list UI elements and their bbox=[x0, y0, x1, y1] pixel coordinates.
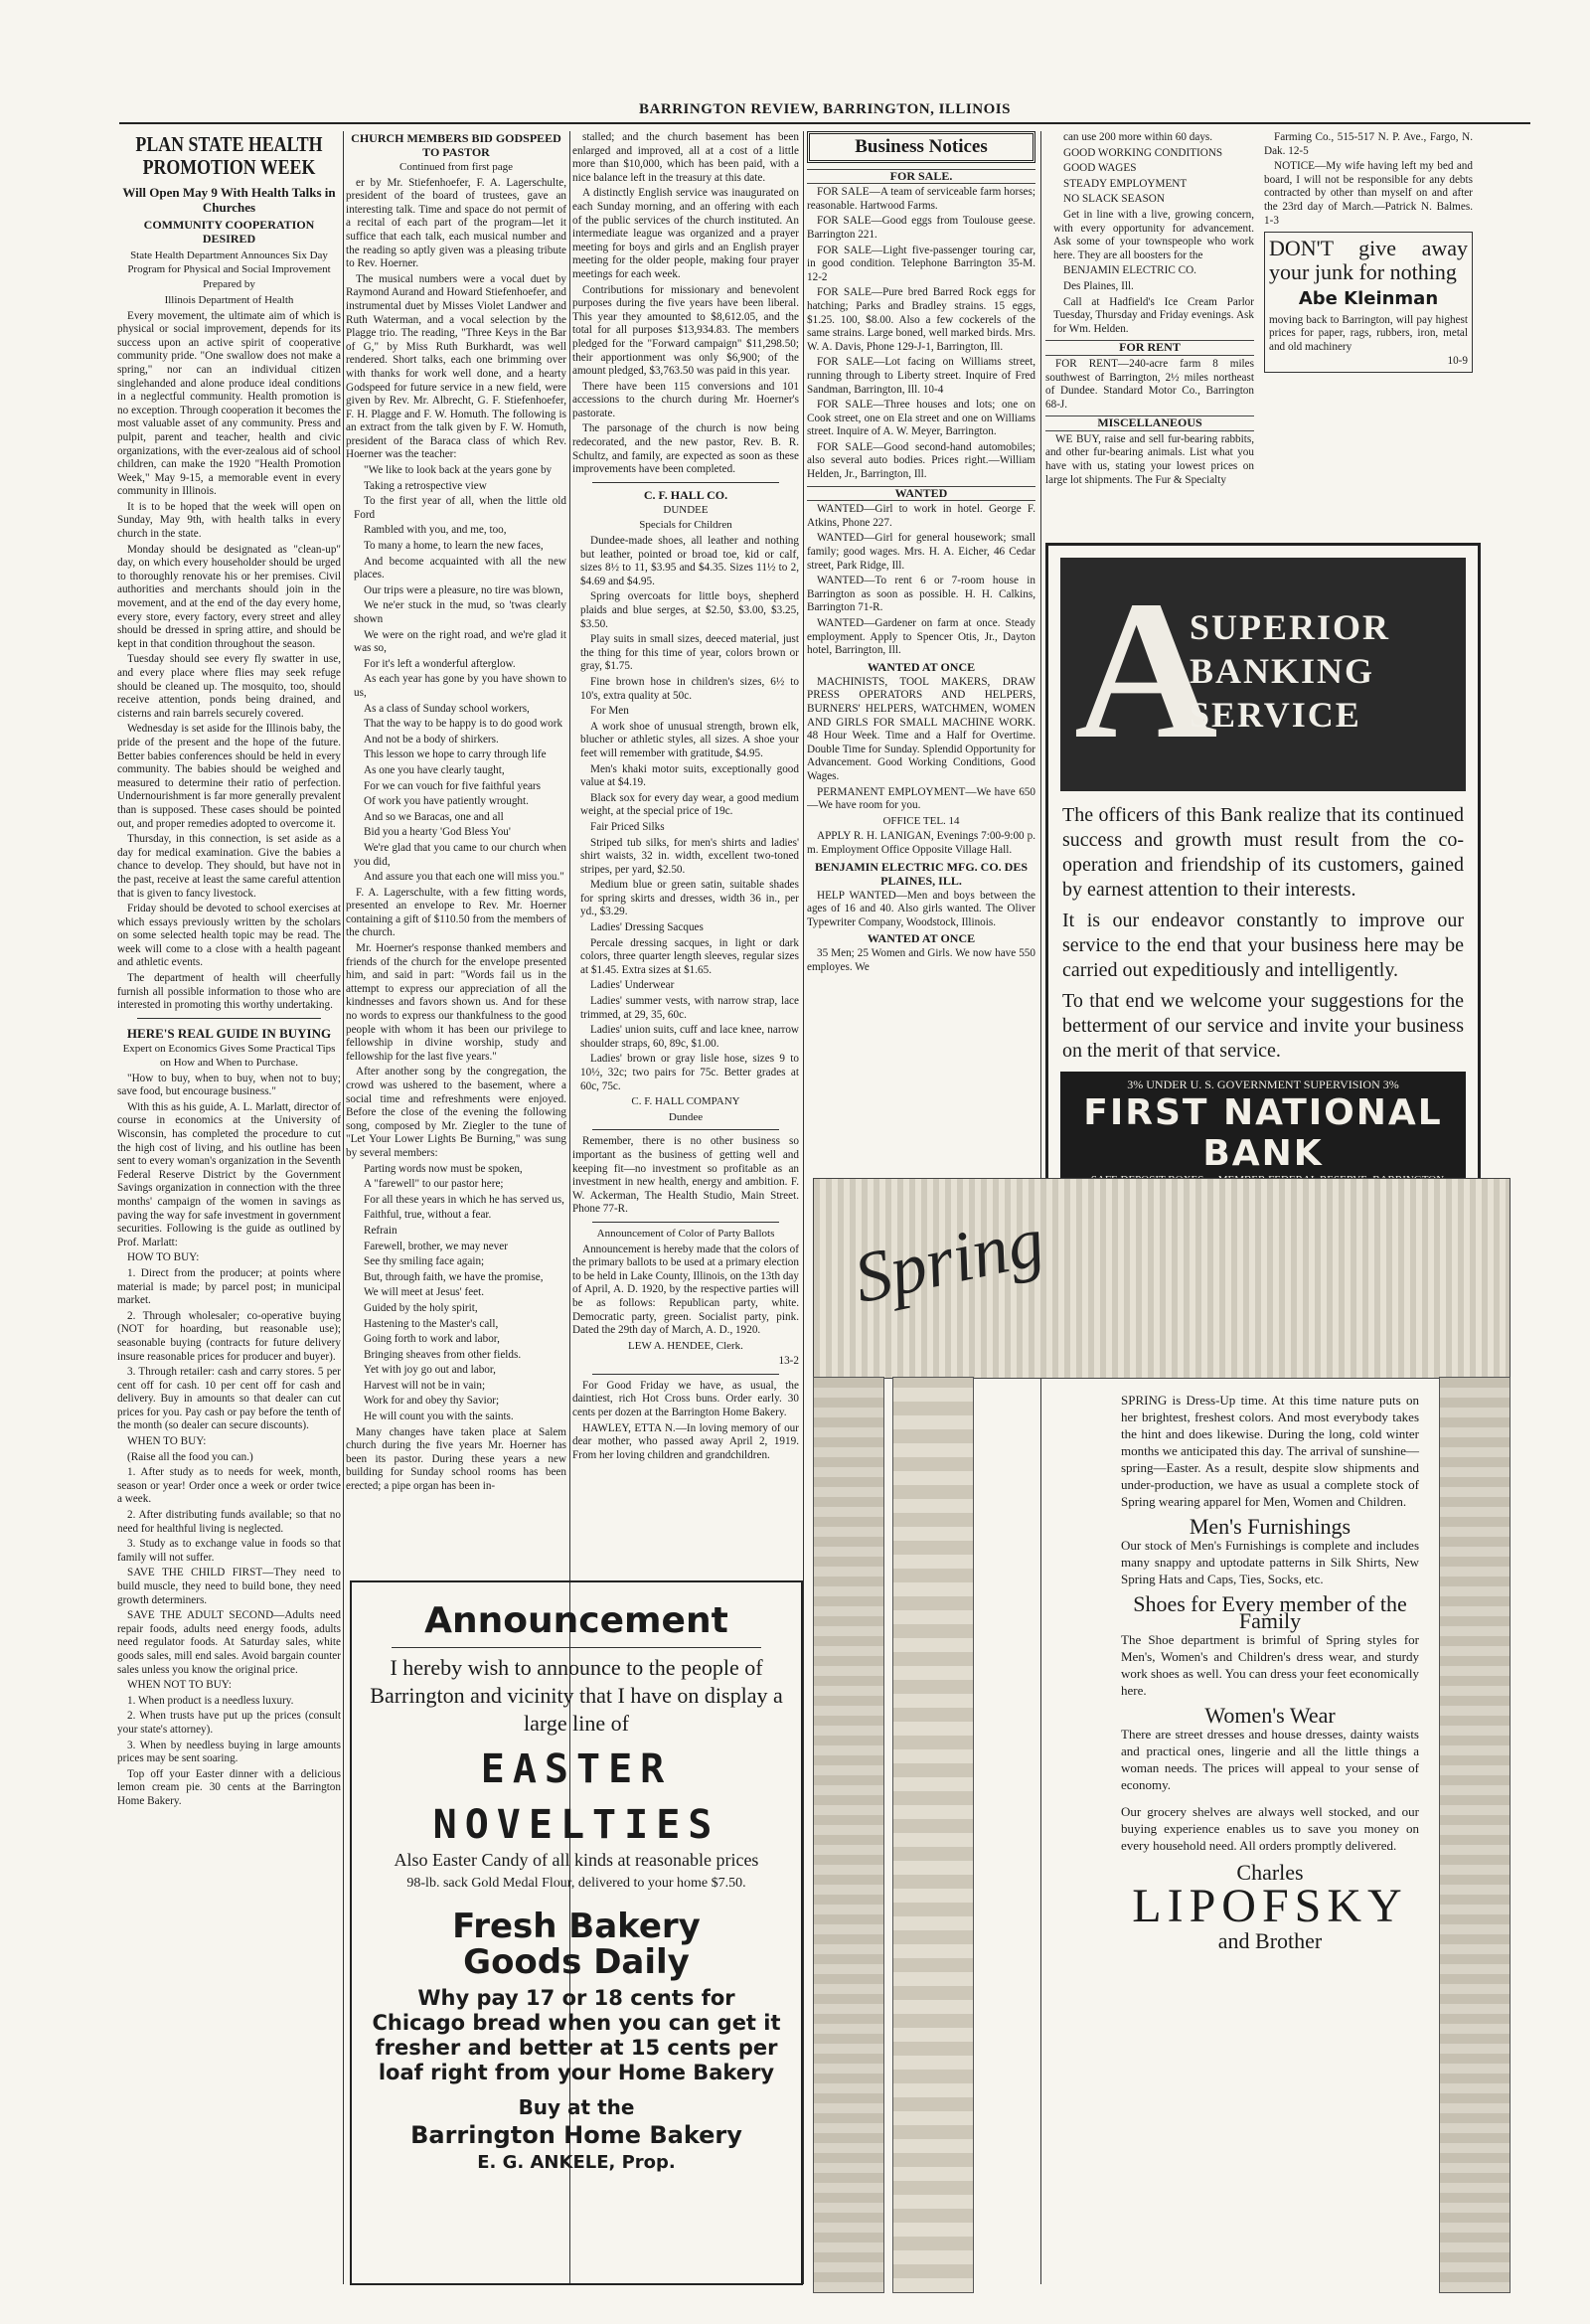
ad-text: 98-lb. sack Gold Medal Flour, delivered to your home $7.50. bbox=[406, 1876, 746, 1891]
poem-line: We're glad that you came to our church when you did, bbox=[354, 841, 566, 868]
paragraph: Tuesday should see every fly swatter in use, and every place where flies may seek refuge should be cleaned up. The mosquito, too, should receive attention, ponds being drained, and cisterns and rain barrels securely covered. bbox=[117, 653, 341, 720]
byline: Prepared by bbox=[203, 278, 255, 291]
byline: Illinois Department of Health bbox=[164, 293, 294, 306]
ad-signature: C. F. HALL COMPANY bbox=[631, 1095, 740, 1108]
paragraph: The parsonage of the church is now being redecorated, and the new pastor, Rev. B. R. Schultz, and family, are expected as soon as these improvements have been completed. bbox=[572, 422, 799, 476]
signature: LIPOFSKY bbox=[1132, 1880, 1408, 1932]
section-label: WANTED bbox=[807, 486, 1035, 502]
classified-line: NO SLACK SEASON bbox=[1063, 193, 1165, 206]
spring-banner bbox=[813, 1178, 1510, 1379]
deck: Will Open May 9 With Health Talks in Churches bbox=[122, 185, 336, 215]
decorative-border bbox=[813, 1377, 884, 2293]
advertiser-name: Abe Kleinman bbox=[1298, 288, 1439, 310]
deck: Expert on Economics Gives Some Practical Tips on How and When to Purchase. bbox=[122, 1043, 336, 1070]
bakery-heading: Fresh Bakery bbox=[452, 1907, 701, 1946]
paragraph: 1. When product is a needless luxury. bbox=[127, 1694, 294, 1707]
poem-line: Rambled with you, and me, too, bbox=[364, 524, 507, 537]
classified-line: GOOD WAGES bbox=[1063, 162, 1137, 175]
classified-item: FOR SALE—Light five-passenger touring car, in good condition. Telephone Barrington 35-M. 12-2 bbox=[807, 244, 1035, 283]
ad-text: Buy at the bbox=[518, 2095, 635, 2119]
proprietor: E. G. ANKELE, Prop. bbox=[477, 2152, 676, 2173]
section-label: FOR SALE. bbox=[807, 169, 1035, 185]
classified-item: MACHINISTS, TOOL MAKERS, DRAW PRESS OPERATORS AND HELPERS, BURNERS' HELPERS, WATCHMEN, WOMEN AND GIRLS FOR SMALL MACHINE WORK. 48 Hour Week. Time and a Half for Overtime. Double Time for Sunday. Splendid Opportunity for Advancement. Good Working Conditions, Good Wages. bbox=[807, 675, 1035, 782]
paragraph: 1. After study as to needs for week, month, season or year! Order once a week or order twice a week. bbox=[117, 1466, 341, 1506]
company-name: BENJAMIN ELECTRIC MFG. CO. DES PLAINES, ILL. bbox=[814, 859, 1029, 888]
classified-item: WANTED—Girl for general housework; small family; good wages. Mrs. H. A. Eicher, 46 Cedar street, Park Ridge, Ill. bbox=[807, 532, 1035, 572]
ad-line: Medium blue or green satin, suitable shades for spring skirts and dresses, width 36 in., per yd., $3.29. bbox=[580, 879, 799, 918]
hymn-line: A "farewell" to our pastor here; bbox=[364, 1178, 504, 1191]
paragraph: The Shoe department is brimful of Spring styles for Men's, Women's and Children's dress wear, and sturdy work shoes as well. You can dress your feet economically here. bbox=[1121, 1632, 1420, 1698]
section-label: MISCELLANEOUS bbox=[1045, 415, 1254, 431]
poem-line: For it's left a wonderful afterglow. bbox=[364, 657, 516, 670]
classified-item: FOR RENT—240-acre farm 8 miles southwest of Barrington, 2½ miles northeast of Dundee. Standard Motor Co., Barrington 68-J. bbox=[1045, 357, 1254, 411]
poem-line: We were on the right road, and we're glad it was so, bbox=[354, 628, 566, 655]
ad-code: 10-9 bbox=[1447, 354, 1468, 367]
ad-line: Striped tub silks, for men's shirts and ladies' shirt waists, 32 in. width, excellent two-toned stripes, per yard, $2.50. bbox=[580, 836, 799, 876]
fnb-name: FIRST NATIONAL BANK bbox=[1083, 1092, 1443, 1174]
paragraph: SAVE THE CHILD FIRST—They need to build muscle, they need to build bone, they need growth determiners. bbox=[117, 1567, 341, 1606]
paragraph: 3. When by needless buying in large amounts prices may be sent soaring. bbox=[117, 1739, 341, 1765]
paragraph: A distinctly English service was inaugurated on each Sunday morning, and an offering with each of the public services of the church instituted. An intermediate league was organized and a prayer meeting for boys and girls and an English prayer meeting for the older people, making four prayer meetings for each week. bbox=[572, 187, 799, 280]
classified-item: FOR SALE—Three houses and lots; one on Cook street, one on Ela street and one on Williams street. Inquire of A. W. Meyer, Barrington. bbox=[807, 399, 1035, 438]
poem-line: And not be a body of shirkers. bbox=[364, 733, 499, 746]
poem-line: As each year has gone by you have shown to us, bbox=[354, 673, 566, 699]
poem-line: This lesson we hope to carry through life bbox=[364, 748, 547, 761]
hymn-line: Work for and obey thy Savior; bbox=[364, 1395, 500, 1408]
classified-line: Call at Hadfield's Ice Cream Parlor Tuesday, Thursday and Friday evenings. Ask for Wm. Helden. bbox=[1053, 295, 1254, 335]
poem-line: And so we Baracas, one and all bbox=[364, 810, 504, 823]
divider bbox=[137, 1018, 321, 1019]
classified-item: FOR SALE—Pure bred Barred Rock eggs for hatching; Parks and Bradley strains. 15 eggs, $1.25. 100, $8.00. Also a few cockerels of the same strains. Large boned, well marked birds. Mrs. W. A. Davis, Phone 129-J-1, Barrington, Ill. bbox=[807, 286, 1035, 353]
hymn-line: Farewell, brother, we may never bbox=[364, 1240, 508, 1252]
paragraph: To that end we welcome your suggestions for the betterment of our service and invite your business on the merit of that service. bbox=[1062, 990, 1464, 1062]
paragraph: For Good Friday we have, as usual, the daintiest, rich Hot Cross buns. Order early. 30 cents per dozen at the Barrington Home Bakery. bbox=[572, 1379, 799, 1419]
ad-line: Black sox for every day wear, a good medium weight, at the special price of 19c. bbox=[580, 791, 799, 818]
poem-line: To the first year of all, when the little old Ford bbox=[354, 495, 566, 521]
paragraph: stalled; and the church basement has been enlarged and improved, all at a cost of a little more than $10,000, which has been paid, with a nice balance left in the treasury at this date. bbox=[572, 131, 799, 184]
classified-item: WANTED—To rent 6 or 7-room house in Barrington as soon as possible. H. H. Calkins, Barrington 71-R. bbox=[807, 575, 1035, 614]
paragraph: Remember, there is no other business so important as the business of getting well and keeping fit—no investment so profitable as an investment in new health, energy and ambition. F. W. Ackerman, The Health Studio, Main Street. Phone 77-R. bbox=[572, 1135, 799, 1216]
paragraph: Monday should be designated as "clean-up" day, on which every householder should be urged to thoroughly renovate his or her premises. Civil authorities and merchants should join in the movement, and at the end of the day every home, every store, every factory, every street and alley should be dressed in spring attire, and should be kept in that condition throughout the season. bbox=[117, 543, 341, 650]
continued-note: Continued from first page bbox=[399, 161, 513, 173]
ad-text: Also Easter Candy of all kinds at reasonable prices bbox=[394, 1850, 759, 1870]
divider bbox=[592, 482, 779, 483]
ad-title: Announcement bbox=[424, 1600, 728, 1641]
classified-item: FOR SALE—Lot facing on Williams street, running through to Liberty street. Inquire of Fred Sandman, Barrington, Ill. 10-4 bbox=[807, 356, 1035, 396]
bakery-heading: Goods Daily bbox=[463, 1942, 690, 1982]
paragraph: It is to be hoped that the week will open on Sunday, May 9th, with health talks in every church in the state. bbox=[117, 500, 341, 541]
slogan-word: BANKING bbox=[1190, 651, 1375, 691]
classified-item: WANTED—Girl to work in hotel. George F. Atkins, Phone 227. bbox=[807, 503, 1035, 529]
hymn-line: We will meet at Jesus' feet. bbox=[364, 1286, 485, 1299]
hymn-line: He will count you with the saints. bbox=[364, 1411, 514, 1423]
hymn-line: Refrain bbox=[364, 1224, 398, 1237]
paragraph: Every movement, the ultimate aim of which is physical or social improvement, depends for its success upon an active spirit of cooperative community pride. "One swallow does not make a spring," nor can an individual citizen singlehanded and alone produce ideal conditions in a neglectful community. Health promotion is no exception. Through cooperation it becomes the most valuable asset of any community. Press and pulpit, parent and teacher, health and civic organizations, with the ever-zealous aid of school children, can make the 1920 "Health Promotion Week," May 9-15, a memorable event in every community in Illinois. bbox=[117, 309, 341, 498]
column-classifieds-2 bbox=[1045, 131, 1254, 535]
subheadline: Shoes for Every member of the Family bbox=[1133, 1591, 1407, 1633]
poem-line: "We like to look back at the years gone by bbox=[364, 464, 553, 477]
ad-signature: Dundee bbox=[668, 1110, 704, 1123]
column-rule bbox=[343, 131, 344, 2284]
classified-item: FOR SALE—A team of serviceable farm horses; reasonable. Hartwood Farms. bbox=[807, 186, 1035, 212]
section-label: FOR RENT bbox=[1045, 340, 1254, 356]
ad-line: Play suits in small sizes, deeced material, just the thing for this time of year, colors brown or gray, $1.75. bbox=[580, 633, 799, 673]
poem-line: Bid you a hearty 'God Bless You' bbox=[364, 826, 511, 839]
classified-line: BENJAMIN ELECTRIC CO. bbox=[1063, 264, 1196, 277]
hymn bbox=[346, 1163, 566, 1424]
paragraph: 2. Through wholesaler; co-operative buying (NOT for hoarding, but reasonable use); seasonable buying (contracts for future delivery insure reasonable prices for producer and buyer). bbox=[117, 1309, 341, 1363]
paragraph: "How to buy, when to buy, when not to buy; save food, but encourage business." bbox=[117, 1072, 341, 1098]
column-health-week bbox=[117, 131, 341, 2284]
poem bbox=[346, 464, 566, 885]
paragraph: Contributions for missionary and benevolent purposes during the five years have been liberal. This year they amounted to $8,612.05, and the total for all purposes $13,934.83. The members pledged for the "Forward campaign" $11,298.50; their apportionment was only $6,900; of the amount pledged, $3,763.50 was paid in this year. bbox=[572, 283, 799, 378]
paragraph: Announcement is hereby made that the colors of the primary ballots to be used at a primary election to be held in Lake County, Illinois, on the 13th day of April, A. D. 1920, by the respective parties will be as follows: Republican party, white. Democratic party, green. Socialist party, pink. Dated the 29th day of March, A. D., 1920. bbox=[572, 1243, 799, 1337]
poem-line: We ne'er stuck in the mud, so 'twas clearly shown bbox=[354, 599, 566, 625]
column-hall-co bbox=[572, 131, 799, 1569]
divider bbox=[592, 1129, 779, 1130]
subheadline: WANTED AT ONCE bbox=[867, 659, 976, 674]
slogan-word: SUPERIOR bbox=[1190, 607, 1391, 647]
subheadline: Men's Furnishings bbox=[1189, 1514, 1352, 1539]
hymn-line: For all these years in which he has served us, bbox=[364, 1193, 564, 1206]
ad-line: Dundee-made shoes, all leather and nothing but leather, pointed or broad toe, kid or calf, sizes 8½ to 11, $3.95 and $4.35. Sizes 11½ to 2, $4.69 and $4.95. bbox=[580, 535, 799, 587]
hymn-line: See thy smiling face again; bbox=[364, 1255, 485, 1268]
ad-line: Ladies' summer vests, with narrow strap, lace trimmed, at 29, 35, 60c. bbox=[580, 995, 799, 1021]
paragraph: Mr. Hoerner's response thanked members and friends of the church for the envelope presented him, and said in part: "Words fail us in the attempt to express our appreciation of all the kindnesses and favors shown us. And for these no words to express our thankfulness to the good people with whom it has been our privilege to fellowship in divine worship, study and fellowship for the last five years." bbox=[346, 942, 566, 1063]
decorative-border bbox=[1439, 1377, 1510, 2293]
paragraph: The musical numbers were a vocal duet by Raymond Aurand and Howard Stiefenhoefer, and instrumental duet by Misses Violet Landwer and Ruth Waterman, and a vocal selection by the Plagge trio. The reading, "Three Keys in the Bar of G," by Miss Ruth Burkhardt, was well rendered. Short talks, each one brimming over with thanks for work well done, and a hearty Godspeed for future service in a new field, were given by Rev. Mr. Albrecht, G. F. Stiefenhoefer, F. H. Plagge and F. W. Homuth. The following is an extract from the talk given by F. W. Homuth, president of the Baraca class of which Rev. Hoerner was the teacher: bbox=[346, 272, 566, 461]
hymn-line: Parting words now must be spoken, bbox=[364, 1162, 523, 1175]
ad-line: Ladies' Dressing Sacques bbox=[590, 921, 704, 934]
poem-line: As a class of Sunday school workers, bbox=[364, 702, 530, 715]
ad-pitch: Why pay 17 or 18 cents for Chicago bread when you can get it fresher and better at 15 cents per loaf right from your Home Bakery bbox=[372, 1986, 781, 2084]
paragraph: HOW TO BUY: bbox=[127, 1251, 200, 1264]
paragraph: Top off your Easter dinner with a delicious lemon cream pie. 30 cents at the Barrington Home Bakery. bbox=[117, 1767, 341, 1807]
classified-continued bbox=[1045, 131, 1254, 336]
ad-body: moving back to Barrington, will pay highest prices for paper, rags, rubbers, iron, metal and old machinery bbox=[1269, 313, 1468, 353]
ad-code: 13-2 bbox=[778, 1355, 799, 1368]
ad-line: Ladies' union suits, cuff and lace knee, narrow shoulder straps, 60, 89c, $1.00. bbox=[580, 1024, 799, 1050]
classified-item: Farming Co., 515-517 N. P. Ave., Fargo, N. Dak. 12-5 bbox=[1264, 131, 1473, 157]
poem-line: Our trips were a pleasure, no tire was blown, bbox=[364, 583, 563, 596]
paragraph: There are street dresses and house dresses, dainty waists and practical ones, lingerie and all the little things a woman needs. The prices will appeal to your sense of economy. bbox=[1121, 1727, 1419, 1792]
decorative-border bbox=[892, 1377, 974, 2293]
classified-item: WE BUY, raise and sell fur-bearing rabbits, and other fur-bearing animals. List what you have with us, stating your lowest prices on large lot shipments. The Fur & Specialty bbox=[1045, 432, 1254, 486]
paragraph: The officers of this Bank realize that its continued success and growth must result from the co-operation and friendship of its customers, gained by earnest attention to their interests. bbox=[1062, 804, 1464, 901]
paragraph: It is our endeavor constantly to improve our service to the end that your business here may be carried out expeditiously and intelligently. bbox=[1062, 910, 1464, 981]
ad-line: Ladies' Underwear bbox=[590, 979, 675, 992]
classified-line: GOOD WORKING CONDITIONS bbox=[1063, 146, 1223, 159]
signature: and Brother bbox=[1217, 1928, 1323, 1953]
subheadline: Women's Wear bbox=[1204, 1703, 1336, 1728]
poem-line: For we can vouch for five faithful years bbox=[364, 779, 542, 792]
paragraph: There have been 115 conversions and 101 accessions to the church during Mr. Hoerner's pastorate. bbox=[572, 380, 799, 419]
classified-item: HELP WANTED—Men and boys between the ages of 16 and 40. Also girls wanted. The Oliver Typewriter Company, Woodstock, Illinois. bbox=[807, 889, 1035, 928]
paragraph: The department of health will cheerfully furnish all possible information to those who are interested in promoting this worthy undertaking. bbox=[117, 972, 341, 1012]
easter-heading: NOVELTIES bbox=[432, 1802, 720, 1848]
paragraph: Our grocery shelves are always well stocked, and our buying experience enables us to save you money on every household need. All orders promptly delivered. bbox=[1121, 1804, 1419, 1853]
classified-line: Des Plaines, Ill. bbox=[1063, 279, 1134, 292]
paragraph: Our stock of Men's Furnishings is complete and includes many snappy and uptodate patterns in Silk Shirts, New Spring Hats and Caps, Ties, Socks, etc. bbox=[1121, 1538, 1419, 1586]
fnb-top: 3% UNDER U. S. GOVERNMENT SUPERVISION 3% bbox=[1127, 1078, 1399, 1091]
slogan-word: SERVICE bbox=[1190, 695, 1361, 735]
signature: LEW A. HENDEE, Clerk. bbox=[628, 1339, 743, 1352]
ad-line: Ladies' brown or gray lisle hose, sizes 9 to 10½, 32c; two pairs for 75c. Better grades at 60c, 75c. bbox=[580, 1053, 799, 1092]
poem-line: And assure you that each one will miss you." bbox=[364, 871, 564, 884]
paragraph: 2. When trusts have put up the prices (consult your state's attorney). bbox=[117, 1710, 341, 1736]
bank-ad bbox=[1045, 543, 1481, 1195]
column-notices bbox=[1264, 131, 1473, 535]
classified-item: 35 Men; 25 Women and Girls. We now have 550 employes. We bbox=[807, 947, 1035, 973]
paragraph: F. A. Lagerschulte, with a few fitting words, presented an envelope to Rev. Mr. Hoerner containing a gift of $110.50 from the members of the church. bbox=[346, 886, 566, 939]
paragraph: With this as his guide, A. L. Marlatt, director of course in economics at the University of Wisconsin, has completed the procedure to cut the high cost of living, and his outline has been sent to every woman's organization in the Seventh Federal Reserve District by the Government Savings organization in connection with the three months' campaign of the women in savings as paving the way for safe investment in government securities. Following is the guide as outlined by Prof. Marlatt: bbox=[117, 1100, 341, 1248]
bank-banner bbox=[1060, 558, 1466, 791]
poem-line: To many a home, to learn the new faces, bbox=[364, 540, 544, 553]
column-rule bbox=[803, 131, 804, 2284]
paragraph: WHEN NOT TO BUY: bbox=[127, 1679, 232, 1692]
hymn-line: Yet with joy go out and labor, bbox=[364, 1364, 496, 1377]
hymn-line: Hastening to the Master's call, bbox=[364, 1317, 499, 1330]
classified-item: APPLY R. H. LANIGAN, Evenings 7:00-9:00 p. m. Employment Office Opposite Village Hall. bbox=[807, 830, 1035, 856]
divider bbox=[592, 1374, 779, 1375]
paragraph: 1. Direct from the producer; at points where material is made; by parcel post; in municipal market. bbox=[117, 1266, 341, 1307]
section-title: Business Notices bbox=[807, 131, 1035, 163]
paragraph: SAVE THE ADULT SECOND—Adults need repair foods, adults need energy foods, adults need regulator foods. At Saturday sales, white goods sales, mill end sales. Avoid bargain counter sales unless you know the original price. bbox=[117, 1609, 341, 1676]
advertiser-name: C. F. HALL CO. bbox=[643, 487, 728, 502]
subheadline: HERE'S REAL GUIDE IN BUYING bbox=[126, 1025, 332, 1041]
ad-line: Fine brown hose in children's sizes, 6½ to 10's, extra quality at 50c. bbox=[580, 675, 799, 702]
ad-line: Spring overcoats for little boys, shepherd plaids and blue serges, at $2.50, $3.00, $3.25, $3.50. bbox=[580, 590, 799, 630]
hymn-line: Harvest will not be in vain; bbox=[364, 1379, 486, 1392]
poem-line: That the way to be happy is to do good work bbox=[364, 718, 563, 731]
classified-item: NOTICE—My wife having left my bed and board, I will not be responsible for any debts contracted by other than myself on and after the 23rd day of March.—Patrick N. Balmes. 1-3 bbox=[1264, 160, 1473, 227]
paragraph: Many changes have taken place at Salem church during the five years Mr. Hoerner has been its pastor. During these years a new building for Sunday school rooms has been erected; a pipe organ has been in- bbox=[346, 1425, 566, 1493]
bakery-ad bbox=[350, 1580, 803, 2285]
ad-text: I hereby wish to announce to the people of Barrington and vicinity that I have on display a large line of bbox=[370, 1655, 783, 1736]
paragraph: Friday should be devoted to school exercises at which essays previously written by the scholars on some selected health topic may be read. The week will come to a close with a health pageant and athletic events. bbox=[117, 903, 341, 969]
masthead: BARRINGTON REVIEW, BARRINGTON, ILLINOIS bbox=[119, 101, 1530, 124]
first-national-bank-logo bbox=[1060, 1072, 1466, 1181]
paragraph: HAWLEY, ETTA N.—In loving memory of our dear mother, who passed away April 2, 1919. From her loving children and grandchildren. bbox=[572, 1421, 799, 1461]
classified-item: PERMANENT EMPLOYMENT—We have 650—We have room for you. bbox=[807, 785, 1035, 812]
bank-slogan bbox=[1190, 605, 1390, 737]
lipofsky-ad bbox=[813, 1178, 1509, 2296]
advertiser-town: DUNDEE bbox=[663, 503, 709, 516]
divider bbox=[392, 1647, 761, 1648]
ad-line: Percale dressing sacques, in light or dark colors, three quarter length sleeves, regular sizes at $1.45. Extra sizes at $1.65. bbox=[580, 936, 799, 976]
subheadline: WANTED AT ONCE bbox=[867, 931, 976, 946]
paragraph: (Raise all the food you can.) bbox=[127, 1450, 253, 1463]
paragraph: Wednesday is set aside for the Illinois baby, the pride of the present and the hope of the future. Better babies conferences should be held in every community. The babies should be weighed and measured to determine their ratio of perfection. Undernourishment is far more generally prevalent than is supposed. These cases should be pointed out, and proper remedies adopted to overcome it. bbox=[117, 723, 341, 830]
hymn-line: Going forth to work and labor, bbox=[364, 1333, 500, 1346]
divider bbox=[592, 1222, 779, 1223]
classified-item: FOR SALE—Good eggs from Toulouse geese. Barrington 221. bbox=[807, 215, 1035, 241]
paragraph: SPRING is Dress-Up time. At this time nature puts on her brightest, freshest colors. And most everybody takes the hint and does likewise. During the long, cold winter months we anticipated this day. The arrival of sunshine—spring—Easter. As a result, despite slow shipments and under-production, we have as usual a complete stock of Spring wearing apparel for Men, Women and Children. bbox=[1121, 1393, 1419, 1509]
deck: State Health Department Announces Six Day Program for Physical and Social Improvement bbox=[127, 249, 331, 275]
deck: COMMUNITY COOPERATION DESIRED bbox=[143, 218, 315, 246]
ad-line: For Men bbox=[590, 705, 629, 718]
hymn-line: Faithful, true, without a fear. bbox=[364, 1209, 492, 1222]
poem-line: And become acquainted with all the new places. bbox=[354, 555, 566, 581]
hymn-line: Guided by the holy spirit, bbox=[364, 1301, 478, 1314]
paragraph: After another song by the congregation, the crowd was ushered to the basement, where a social time and refreshments were enjoyed. Before the close of the evening the following song, composed by Mr. Ziegler to the tune of "Let Your Lower Lights Be Burning," was sung by several members: bbox=[346, 1066, 566, 1159]
classified-item: FOR SALE—Good second-hand automobiles; also several auto bodies. Prices right.—William Helden, Jr., Barrington, Ill. bbox=[807, 440, 1035, 481]
paragraph: Thursday, in this connection, is set aside as a day for medical examination. Give the babies a chance to develop. They should, but have not in the past, receive at least the same careful attention that is given to fancy livestock. bbox=[117, 833, 341, 900]
ad-line: A work shoe of unusual strength, brown elk, blucher or athletic styles, all sizes. A shoe your feet will remember with gratitude, $4.95. bbox=[580, 720, 799, 759]
hymn-line: But, through faith, we have the promise, bbox=[364, 1270, 544, 1283]
headline: PLAN STATE HEALTH PROMOTION WEEK bbox=[135, 132, 323, 179]
classified-line: Get in line with a live, growing concern, with every opportunity for advancement. Ask some of your townspeople who work here. They are all boosters for the bbox=[1053, 208, 1254, 261]
paragraph: WHEN TO BUY: bbox=[127, 1435, 207, 1448]
paragraph: 3. Through retailer: cash and carry stores. 5 per cent off for cash. 10 per cent off for cash and delivery. Buy in amounts so that dealer can cut prices for you. Pay cash or pay before the tenth of the month (so dealer can secure discounts). bbox=[117, 1366, 341, 1432]
poem-line: Taking a retrospective view bbox=[364, 479, 487, 492]
ad-headline: DON'T give away your junk for nothing bbox=[1269, 236, 1468, 285]
poem-line: Of work you have patiently wrought. bbox=[364, 795, 529, 808]
phone-line: OFFICE TEL. 14 bbox=[882, 814, 960, 827]
lipofsky-text bbox=[1121, 1392, 1420, 1953]
bakery-name: Barrington Home Bakery bbox=[410, 2121, 742, 2149]
paragraph: er by Mr. Stiefenhoefer, F. A. Lagerschulte, president of the board of trustees, gave an interesting talk. Time and space do not permit of a recital of each part of the program—let it suffice that each talk, each musical number and the reading so aptly given was a pleasing tribute to Rev. Hoerner. bbox=[346, 176, 566, 270]
easter-heading: EASTER bbox=[480, 1746, 673, 1792]
hymn-line: Bringing sheaves from other fields. bbox=[364, 1348, 522, 1361]
ad-subhead: Specials for Children bbox=[639, 519, 732, 532]
hall-ad-body bbox=[572, 535, 799, 1093]
classified-item: WANTED—Gardener on farm at once. Steady employment. Apply to Spencer Otis, Jr., Dayton hotel, Barrington, Ill. bbox=[807, 617, 1035, 657]
spring-word: Spring bbox=[847, 1200, 1051, 1319]
paragraph: 3. Study as to exchange value in foods so that family will not suffer. bbox=[117, 1538, 341, 1564]
column-classifieds bbox=[807, 131, 1035, 1171]
ad-line: Men's khaki motor suits, exceptionally good value at $4.19. bbox=[580, 762, 799, 789]
decorative-initial: A bbox=[1074, 561, 1218, 780]
headline: CHURCH MEMBERS BID GODSPEED TO PASTOR bbox=[351, 131, 561, 159]
ad-line: Fair Priced Silks bbox=[590, 820, 665, 833]
column-church bbox=[346, 131, 566, 1569]
signature: Charles bbox=[1236, 1860, 1304, 1885]
classified-line: STEADY EMPLOYMENT bbox=[1063, 177, 1188, 190]
bank-text bbox=[1062, 803, 1464, 1064]
paragraph: 2. After distributing funds available; so that no need for healthful living is neglected. bbox=[117, 1509, 341, 1535]
subheadline: Announcement of Color of Party Ballots bbox=[596, 1227, 775, 1240]
classified-line: can use 200 more within 60 days. bbox=[1063, 131, 1213, 143]
kleinman-ad bbox=[1264, 232, 1473, 373]
poem-line: As one you have clearly taught, bbox=[364, 763, 505, 776]
